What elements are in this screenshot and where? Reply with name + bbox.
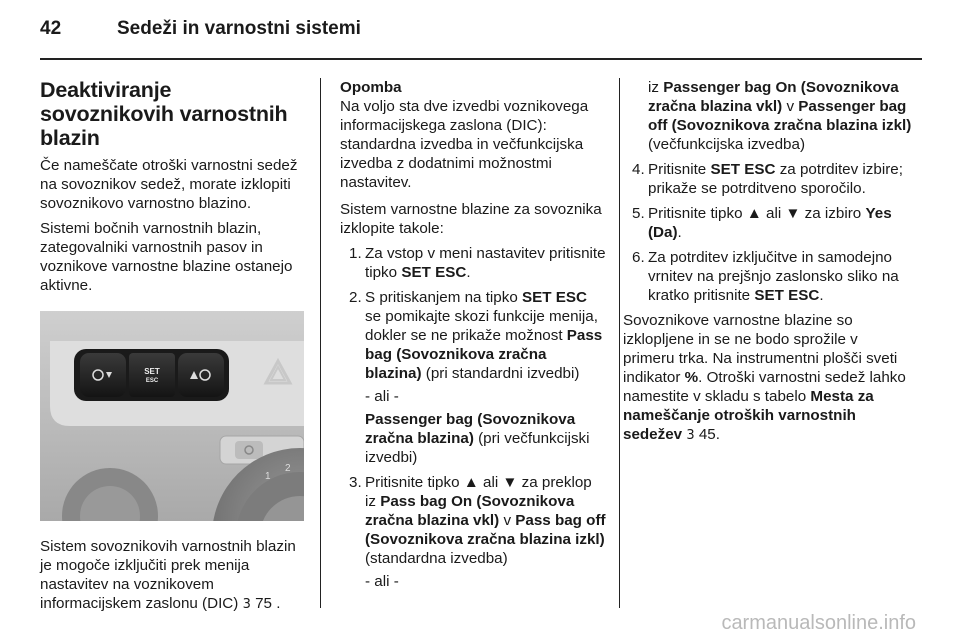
column-2	[340, 78, 606, 597]
header-rule	[40, 58, 922, 60]
watermark: carmanualsonline.info	[721, 612, 916, 634]
section-heading: Deaktiviranje sovoznikovih varnostnih blazin	[40, 78, 288, 150]
step-continuation: iz Passenger bag On (Sovoznikova zračna blazina vkl) v Passenger bag off (Sovoznikova zračna blazina izkl) (večfunkcijska izvedba)	[648, 79, 912, 153]
table-link[interactable]: Mesta za nameščanje otroških varnostnih sedežev	[623, 388, 874, 443]
column-divider-2	[619, 78, 620, 608]
dial-mark-1: 1	[265, 471, 271, 482]
page-number: 42	[40, 18, 62, 39]
figure-caption: Sistem sovoznikovih varnostnih blazin je mogoče izključiti prek menija nastavitev na voznikovem informacijskem zaslonu (DIC) 3 75 .	[40, 538, 296, 612]
steps-list	[340, 244, 606, 591]
or-separator: - ali -	[365, 573, 399, 590]
list-item: 2. S pritiskanjem na tipko SET ESC se pomikajte skozi funkcije menija, dokler se ne prikaže možnost Pass bag (Sovoznikova zračna blazina) (pri standardni izvedbi) - ali - Passenger bag (Sovoznikova zračna blazina) (pri večfunkcijski izvedbi)	[340, 288, 606, 467]
steps-list	[623, 160, 913, 305]
paragraph: Če nameščate otroški varnostni sedež na sovoznikov sedež, morate izklopiti sovoznikovo varnostno blazino.	[40, 157, 298, 212]
page-ref-icon: 3	[686, 428, 695, 443]
note-title: Opomba	[340, 79, 402, 96]
list-item: 6. Za potrditev izključitve in samodejno vrnitev na prejšnjo zaslonsko sliko na kratko pritisnite SET ESC.	[632, 249, 899, 304]
column-3	[623, 78, 913, 451]
page-ref-link[interactable]: 75 .	[255, 595, 281, 612]
or-separator: - ali -	[365, 388, 399, 405]
paragraph: Sistemi bočnih varnostnih blazin, zategovalniki varnostnih pasov in voznikove varnostne blazine ostanejo aktivne.	[40, 220, 293, 294]
list-item: 3. Pritisnite tipko ▲ ali ▼ za preklop iz Pass bag On (Sovoznikova zračna blazina vkl) v Pass bag off (Sovoznikova zračna blazina izkl) (standardna izvedba) - ali -	[349, 474, 606, 590]
chapter-title: Sedeži in varnostni sistemi	[117, 18, 361, 39]
airbag-off-indicator-icon: %	[684, 369, 699, 386]
paragraph: Sovoznikove varnostne blazine so izklopljene in se ne bodo sprožile v primeru trka. Na instrumentni plošči sveti indikator %. Otroški varnostni sedež lahko namestite v skladu s tabelo Mesta za nameščanje otroških varnostnih sedežev 3 45.	[623, 312, 906, 443]
column-divider-1	[320, 78, 321, 608]
switch-panel-illustration	[40, 311, 304, 521]
set-label: SET	[144, 367, 160, 376]
paragraph: Sistem varnostne blazine za sovoznika izklopite takole:	[340, 201, 602, 237]
list-item: 4. Pritisnite SET ESC za potrditev izbire; prikaže se potrditveno sporočilo.	[632, 161, 903, 197]
esc-label: ESC	[145, 378, 159, 384]
column-1	[40, 78, 306, 620]
list-item: 5. Pritisnite tipko ▲ ali ▼ za izbiro Yes (Da).	[632, 205, 892, 241]
list-item: 1. Za vstop v meni nastavitev pritisnite tipko SET ESC.	[349, 245, 606, 281]
note-text: Na voljo sta dve izvedbi voznikovega informacijskega zaslona (DIC): standardna izvedba in večfunkcijska izvedba z dodatnimi možnostmi nastavitev.	[340, 98, 589, 191]
page-header	[40, 18, 920, 48]
page-ref-link[interactable]: 45.	[694, 426, 720, 443]
page-ref-icon: 3	[242, 597, 251, 612]
switch-panel-figure	[40, 311, 304, 521]
dial-mark-2: 2	[285, 463, 291, 474]
note-box	[340, 78, 606, 192]
